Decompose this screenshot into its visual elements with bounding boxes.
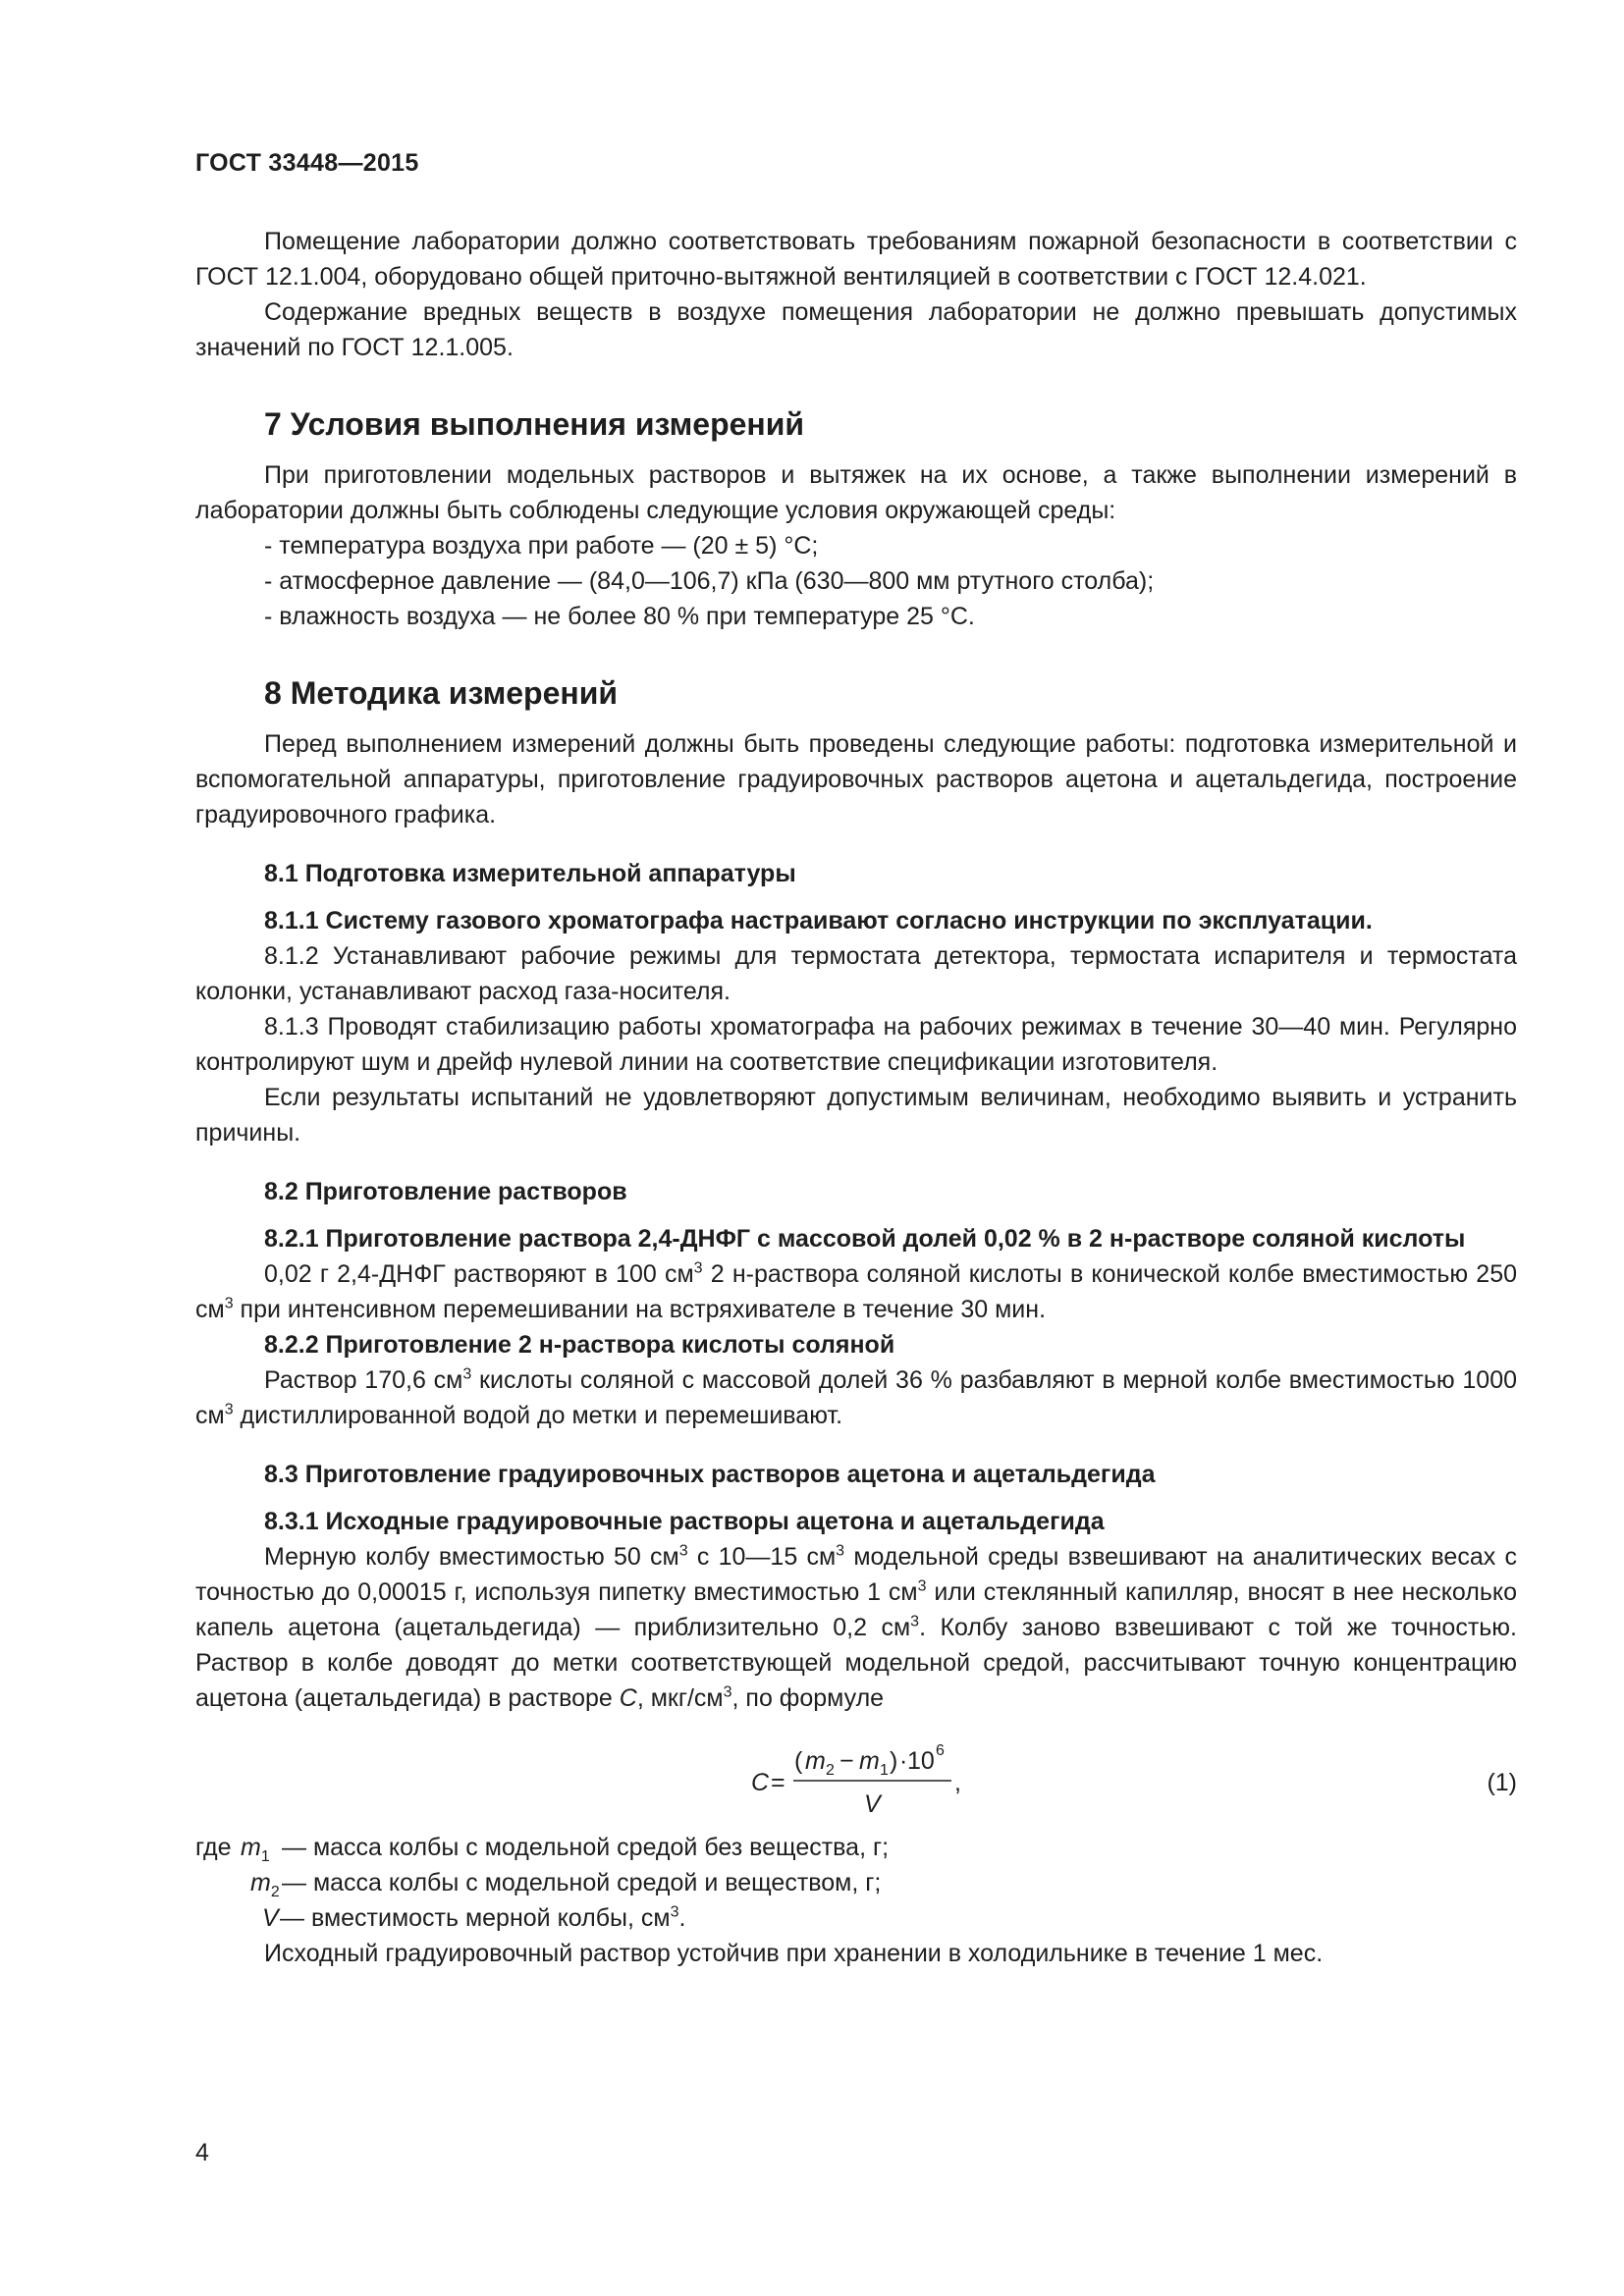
where-m1-symbol: $m_1$ — [241, 1834, 270, 1865]
formula-1 — [195, 1735, 1517, 1822]
condition-item-temperature: - температура воздуха при работе — (20 ± 5) °С; — [264, 532, 819, 560]
clause-8-1-2: 8.1.2 Устанавливают рабочие режимы для термостата детектора, термостата испарителя и термостата колонки, устанавливают расход газа-носителя. — [195, 942, 1517, 1005]
formula-svg — [195, 1735, 1517, 1822]
formula-m2: m — [805, 1747, 826, 1775]
page-content — [195, 224, 1517, 1971]
formula-comma: , — [954, 1769, 961, 1796]
subsection-8-3-title: 8.3 Приготовление градуировочных растворов ацетона и ацетальдегида — [264, 1461, 1156, 1488]
formula-dot: · — [899, 1747, 908, 1775]
formula-ten: 10 — [907, 1747, 935, 1775]
formula-close-paren: ) — [890, 1747, 898, 1775]
clause-8-2-2-title: 8.2.2 Приготовление 2 н-раствора кислоты соляной — [264, 1331, 895, 1359]
where-prefix: где — [195, 1834, 232, 1861]
intro-paragraph-2: Содержание вредных веществ в воздухе помещения лаборатории не должно превышать допустимых значений по ГОСТ 12.1.005. — [195, 298, 1517, 361]
formula-minus: − — [839, 1747, 854, 1775]
clause-8-1-1: 8.1.1 Систему газового хроматографа настраивают согласно инструкции по эксплуатации. — [264, 907, 1373, 934]
where-v-symbol: V — [262, 1904, 279, 1932]
section-7-paragraph: При приготовлении модельных растворов и вытяжек на их основе, а также выполнении измерений в лаборатории должны быть соблюдены следующие условия окружающей среды: — [195, 461, 1517, 524]
subsection-8-1-title: 8.1 Подготовка измерительной аппаратуры — [264, 860, 796, 887]
formula-exponent: 6 — [936, 1742, 945, 1759]
formula-sub-2: 2 — [826, 1762, 835, 1779]
clause-8-2-2-text: Раствор 170,6 $см^3$ кислоты соляной с массовой долей 36 % разбавляют в мерной колбе вместимостью 1000 $см^3$ дистиллированной водой до метки и перемешивают. — [195, 1365, 1518, 1429]
formula-sub-1: 1 — [880, 1762, 889, 1779]
formula-m1: m — [859, 1747, 880, 1775]
clause-8-2-1-text: 0,02 г 2,4-ДНФГ растворяют в 100 $см^3$ 2 н-раствора соляной кислоты в конической колбе вместимостью 250 $см^3$ при интенсивном перемешивании на встряхивателе в течение 30 мин. — [195, 1259, 1517, 1323]
clause-8-1-3: 8.1.3 Проводят стабилизацию работы хроматографа на рабочих режимах в течение 30—40 мин. Регулярно контролируют шум и дрейф нулевой линии на соответствие спецификации изготовителя. — [195, 1013, 1517, 1076]
section-8-paragraph: Перед выполнением измерений должны быть проведены следующие работы: подготовка измерительной и вспомогательной аппаратуры, приготовление градуировочных растворов ацетона и ацетальдегида, построение градуировочного графика. — [195, 730, 1517, 828]
formula-legend — [195, 1830, 1517, 1936]
formula-denominator: V — [864, 1790, 881, 1818]
condition-item-humidity: - влажность воздуха — не более 80 % при температуре 25 °С. — [264, 603, 975, 630]
formula-open-paren: ( — [794, 1747, 803, 1775]
condition-item-pressure: - атмосферное давление — (84,0—106,7) кПа (630—800 мм ртутного столба); — [264, 567, 1155, 595]
intro-paragraph-1: Помещение лаборатории должно соответствовать требованиям пожарной безопасности в соответствии с ГОСТ 12.1.004, оборудовано общей приточно-вытяжной вентиляцией в соответствии с ГОСТ 12.4.021. — [195, 228, 1517, 291]
page-number: 4 — [195, 2139, 209, 2166]
where-m2-symbol: $m_2$ — [250, 1869, 280, 1900]
where-m2-text: — масса колбы с модельной средой и веществом, г; — [282, 1869, 882, 1896]
formula-equals: = — [771, 1769, 785, 1796]
formula-number: (1) — [1487, 1769, 1517, 1796]
clause-8-3-1-title: 8.3.1 Исходные градуировочные растворы ацетона и ацетальдегида — [264, 1508, 1105, 1535]
where-m1-text: — масса колбы с модельной средой без вещества, г; — [282, 1834, 890, 1861]
where-v-text: — вместимость мерной колбы, $см^3$. — [280, 1903, 686, 1932]
subsection-8-2-title: 8.2 Приготовление растворов — [264, 1178, 627, 1205]
section-8-title: 8 Методика измерений — [264, 675, 619, 711]
clause-8-1-3-note: Если результаты испытаний не удовлетворяют допустимым величинам, необходимо выявить и устранить причины. — [195, 1084, 1517, 1147]
formula-lhs: C — [751, 1769, 770, 1796]
clause-8-3-1-text: Мерную колбу вместимостью 50 $см^3$ с 10—15 $см^3$ модельной среды взвешивают на аналитических весах с точностью до 0,00015 г, используя пипетку вместимостью 1 $см^3$ или стеклянный капилляр, вносят в нее несколько капель ацетона (ацетальдегида) — приблизительно 0,2 $см^3$. Колбу заново взвешивают с той же точностью. Раствор в колбе доводят до метки соответствующей модельной средой, рассчитывают точную концентрацию ацетона (ацетальдегида) в растворе С, мкг/$см^3$, по формуле — [195, 1542, 1517, 1712]
final-paragraph: Исходный градуировочный раствор устойчив при хранении в холодильнике в течение 1 мес. — [264, 1940, 1324, 1967]
clause-8-2-1-title: 8.2.1 Приготовление раствора 2,4-ДНФГ с массовой долей 0,02 % в 2 н-растворе соляной кислоты — [264, 1225, 1466, 1253]
section-7-title: 7 Условия выполнения измерений — [264, 406, 805, 442]
document-header: ГОСТ 33448—2015 — [195, 149, 419, 177]
